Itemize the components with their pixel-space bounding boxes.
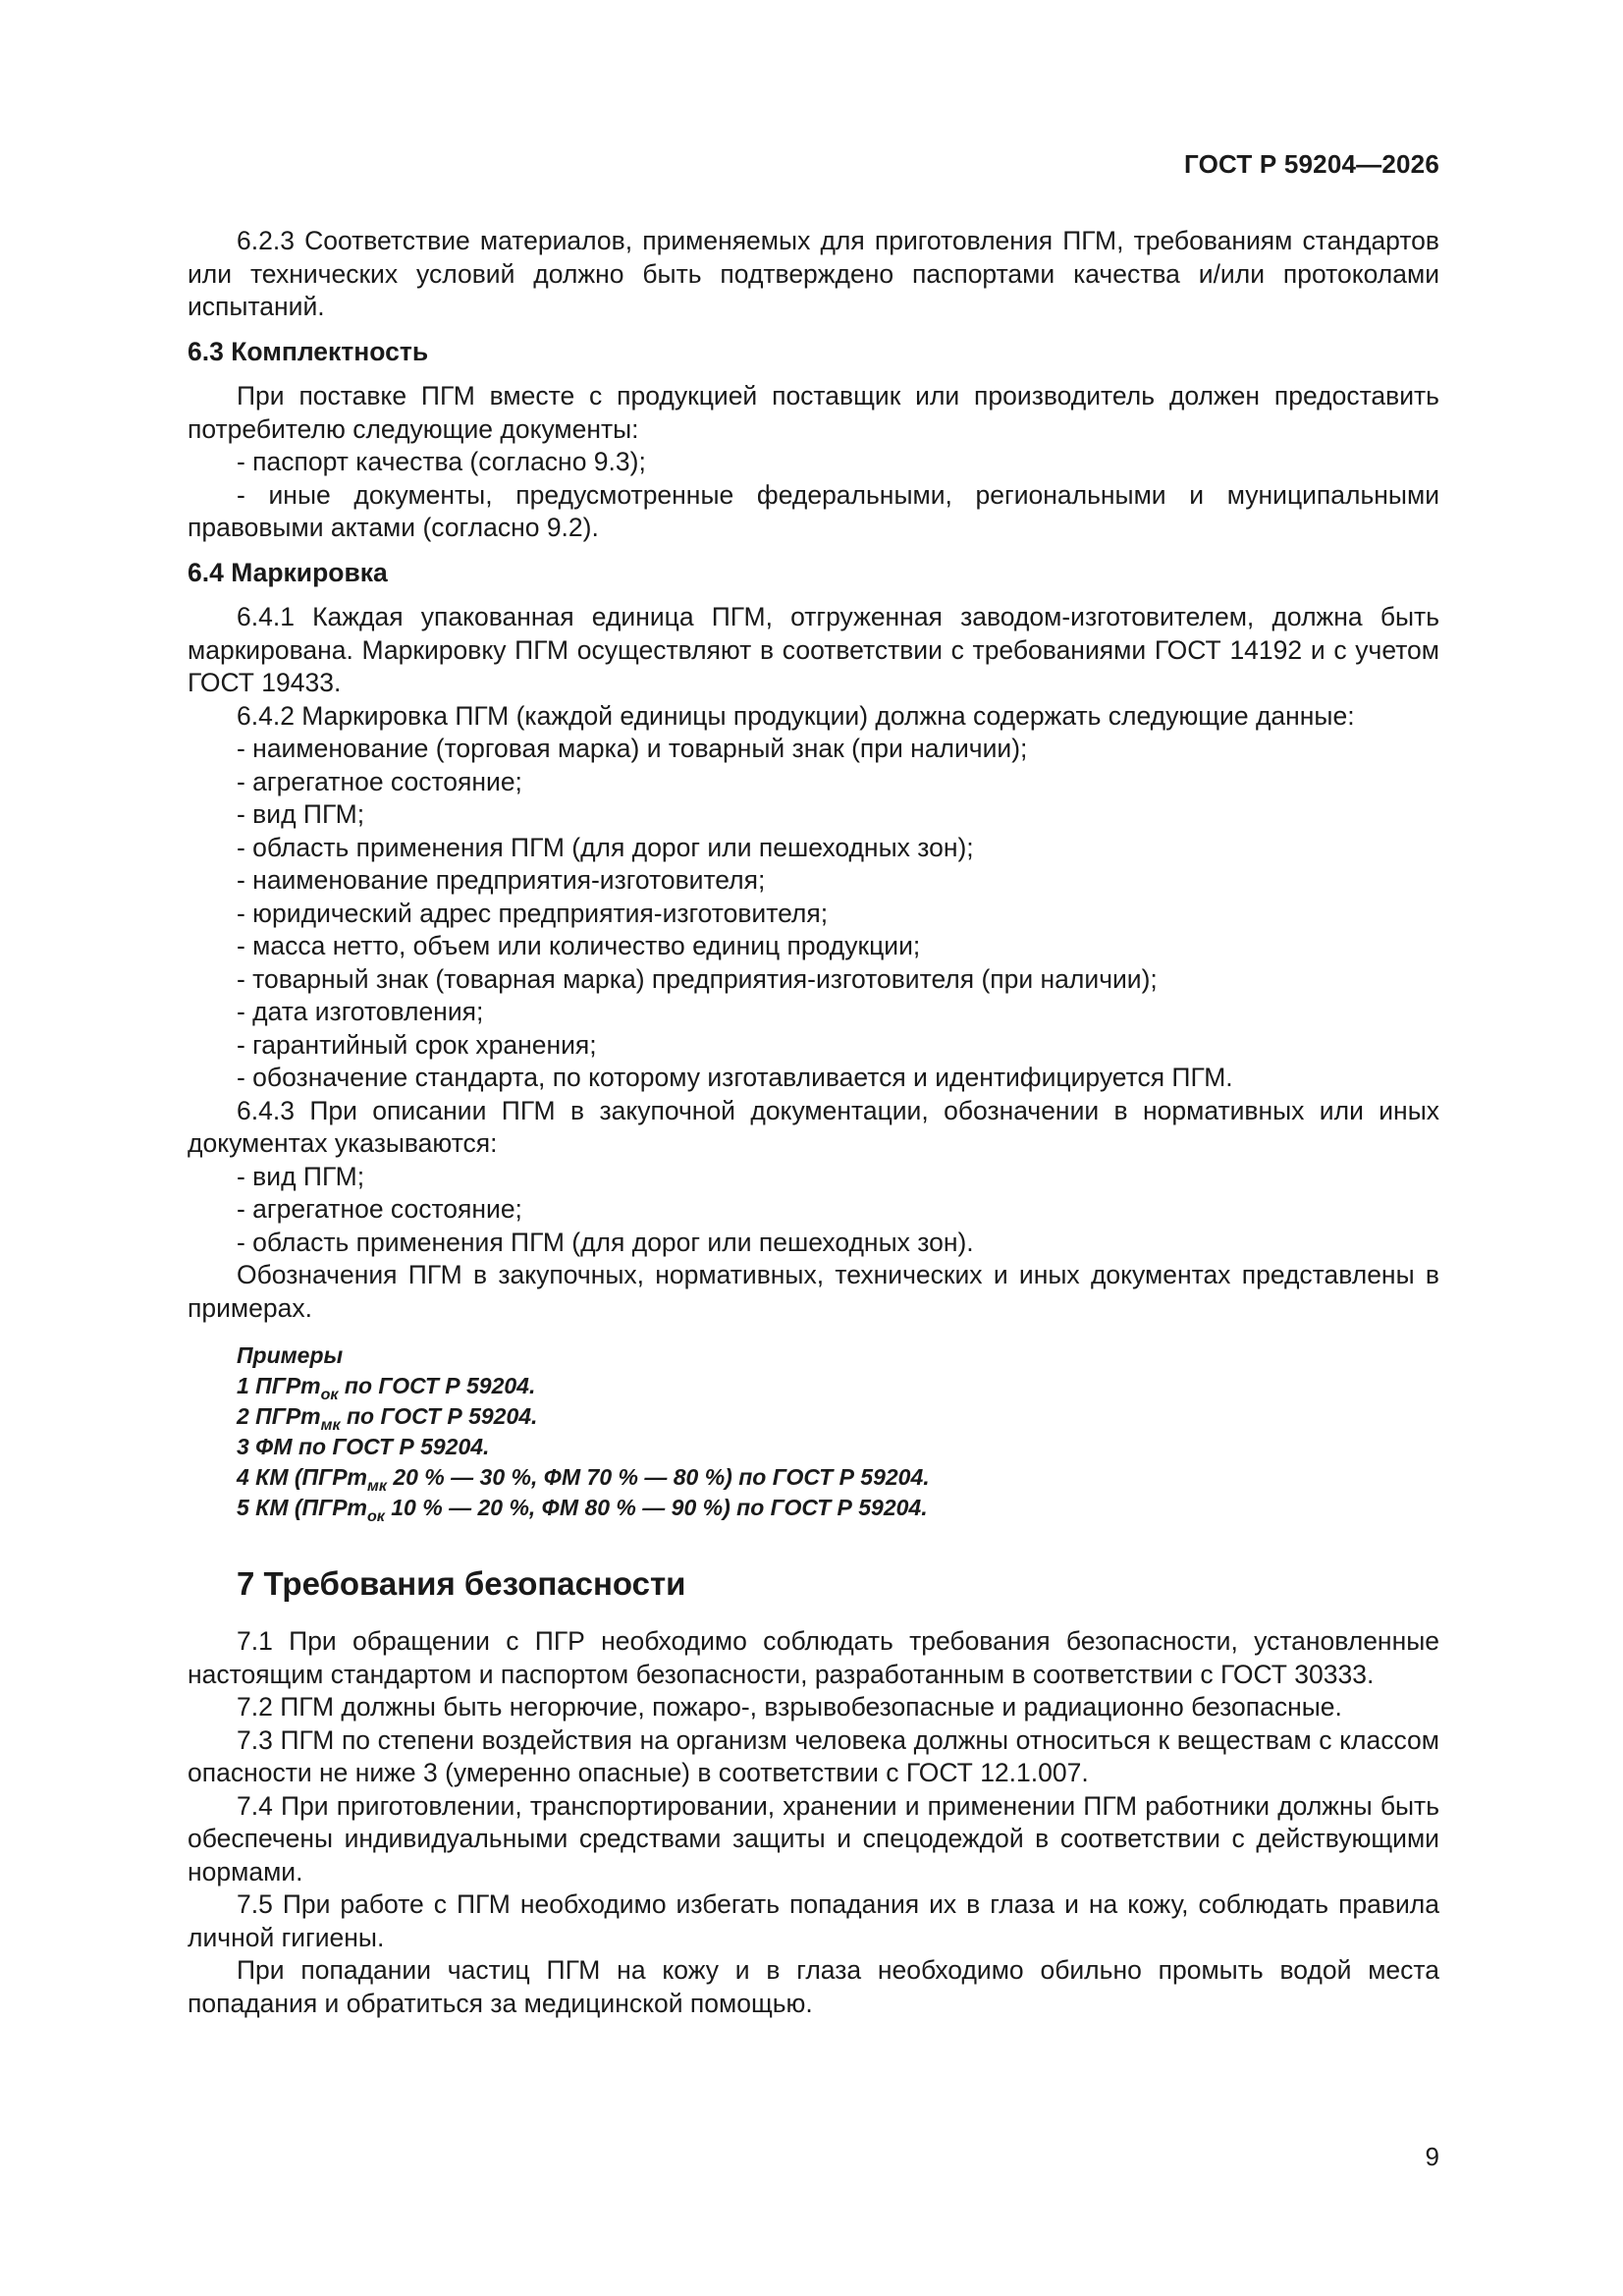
list-item: - дата изготовления; (237, 997, 484, 1026)
example-item: 1 ПГРт$_{ок}$ по ГОСТ Р 59204. (237, 1373, 536, 1403)
paragraph-7-3: 7.3 ПГМ по степени воздействия на организм человека должны относиться к веществам с классом опасности не ниже 3 (умеренно опасные) в соответствии с ГОСТ 12.1.007. (188, 1724, 1439, 1787)
example-item: 2 ПГРт$_{мк}$ по ГОСТ Р 59204. (237, 1403, 538, 1434)
list-item: - обозначение стандарта, по которому изготавливается и идентифицируется ПГМ. (237, 1063, 1233, 1092)
paragraph-7-1: 7.1 При обращении с ПГР необходимо соблюдать требования безопасности, установленные настоящим стандартом и паспортом безопасности, разработанным в соответствии с ГОСТ 30333. (188, 1626, 1439, 1689)
document-code: ГОСТ Р 59204—2026 (1184, 149, 1439, 179)
list-item: - гарантийный срок хранения; (237, 1029, 597, 1060)
paragraph-7-5-tail: При попадании частиц ПГМ на кожу и в глаза необходимо обильно промыть водой места попадания и обратиться за медицинской помощью. (188, 1955, 1439, 2018)
list-item: - юридический адрес предприятия-изготовителя; (237, 898, 829, 928)
document-page (188, 0, 1439, 2296)
list-item: - вид ПГМ; (237, 799, 365, 829)
paragraph-6-4-3-tail: Обозначения ПГМ в закупочных, нормативных, технических и иных документах представлены в примерах. (188, 1260, 1439, 1323)
heading-6-3: 6.3 Комплектность (188, 336, 429, 366)
list-6-3 (188, 446, 1439, 545)
list-item: - агрегатное состояние; (237, 1194, 522, 1224)
example-item: 4 КМ (ПГРт$_{мк}$ 20 % — 30 %, ФМ 70 % — 80 %) по ГОСТ Р 59204. (237, 1464, 930, 1495)
heading-6-4: 6.4 Маркировка (188, 557, 388, 587)
list-item: - вид ПГМ; (237, 1161, 365, 1191)
example-item: 5 КМ (ПГРт$_{ок}$ 10 % — 20 %, ФМ 80 % — 90 %) по ГОСТ Р 59204. (237, 1495, 928, 1525)
paragraph-6-4-2: 6.4.2 Маркировка ПГМ (каждой единицы продукции) должна содержать следующие данные: (237, 700, 1355, 731)
list-item: - иные документы, предусмотренные федеральными, региональными и муниципальными правовыми актами (согласно 9.2). (188, 479, 1439, 542)
examples-title: Примеры (237, 1342, 344, 1368)
list-item: - товарный знак (товарная марка) предприятия-изготовителя (при наличии); (237, 963, 1158, 994)
list-item: - область применения ПГМ (для дорог или пешеходных зон); (237, 832, 974, 862)
list-item: - масса нетто, объем или количество единиц продукции; (237, 931, 921, 960)
list-item: - агрегатное состояние; (237, 766, 522, 796)
paragraph-7-4: 7.4 При приготовлении, транспортировании, хранении и применении ПГМ работники должны быть обеспечены индивидуальными средствами защиты и спецодеждой в соответствии с действующими нормами. (188, 1790, 1439, 1886)
paragraph-7-5: 7.5 При работе с ПГМ необходимо избегать попадания их в глаза и на кожу, соблюдать правила личной гигиены. (188, 1889, 1439, 1952)
list-item: - наименование (торговая марка) и товарный знак (при наличии); (237, 734, 1028, 763)
paragraph-6-2-3: 6.2.3 Соответствие материалов, применяемых для приготовления ПГМ, требованиям стандартов или технических условий должно быть подтверждено паспортами качества и/или протоколами испытаний. (188, 226, 1439, 321)
paragraph-6-4-1: 6.4.1 Каждая упакованная единица ПГМ, отгруженная заводом-изготовителем, должна быть маркирована. Маркировку ПГМ осуществляют в соответствии с требованиями ГОСТ 14192 и с учетом ГОСТ 19433. (188, 602, 1439, 697)
heading-section-7: 7 Требования безопасности (237, 1565, 686, 1602)
examples-block (188, 1340, 1439, 1523)
paragraph-6-4-3: 6.4.3 При описании ПГМ в закупочной документации, обозначении в нормативных или иных документах указываются: (188, 1095, 1439, 1158)
list-item: - область применения ПГМ (для дорог или пешеходных зон). (237, 1227, 974, 1257)
document-body (188, 225, 1439, 2020)
list-6-4-2 (188, 733, 1439, 1095)
page-number: 9 (1425, 2142, 1439, 2171)
list-item: - паспорт качества (согласно 9.3); (237, 447, 646, 476)
list-6-4-3 (188, 1161, 1439, 1260)
list-item: - наименование предприятия-изготовителя; (237, 865, 766, 895)
example-item: 3 ФМ по ГОСТ Р 59204. (237, 1434, 490, 1459)
paragraph-7-2: 7.2 ПГМ должны быть негорючие, пожаро-, взрывобезопасные и радиационно безопасные. (237, 1692, 1342, 1722)
paragraph-6-3-intro: При поставке ПГМ вместе с продукцией поставщик или производитель должен предоставить потребителю следующие документы: (188, 381, 1439, 444)
